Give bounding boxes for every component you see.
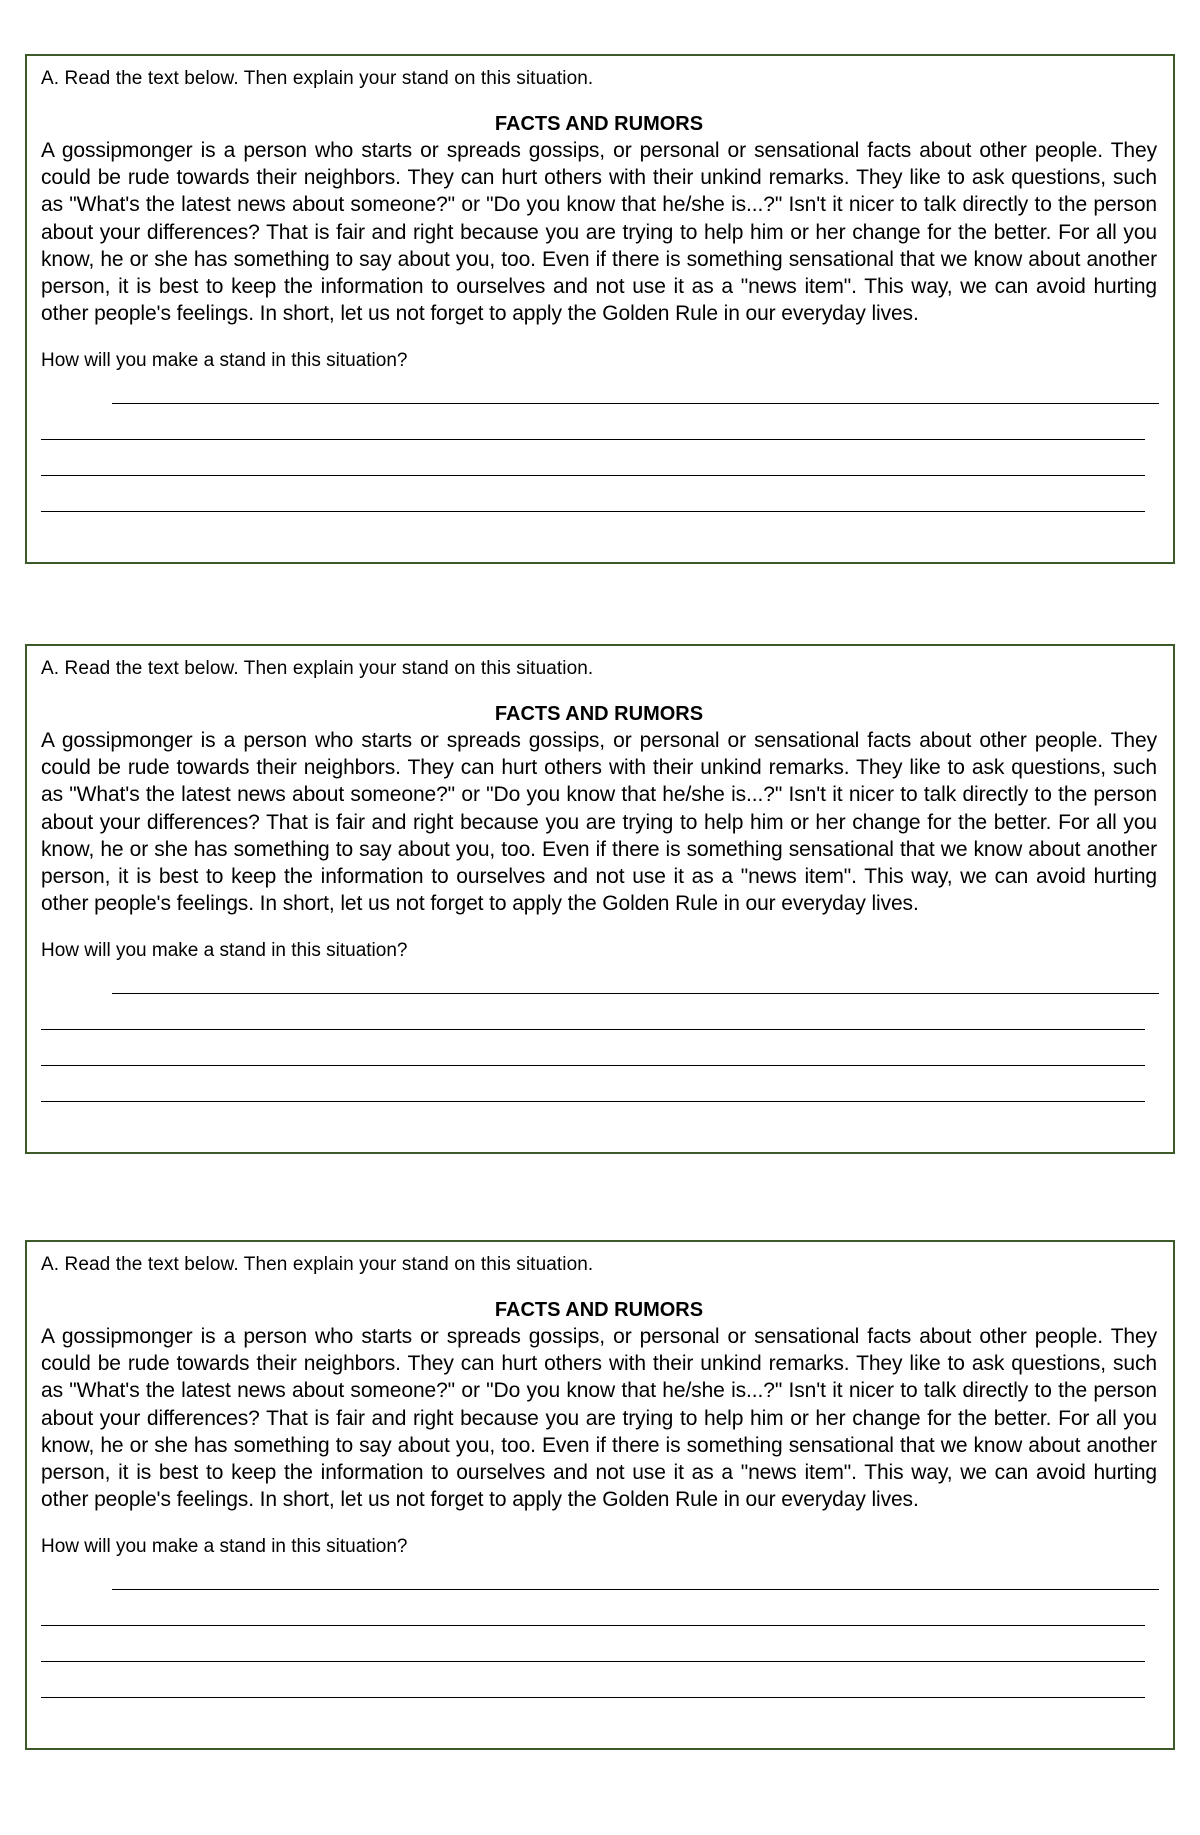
- answer-line[interactable]: [112, 380, 1159, 404]
- passage-text: A gossipmonger is a person who starts or spreads gossips, or personal or sensational facts about other people. They could be rude towards their neighbors. They can hurt others with their unkind remarks. They like to ask questions, such as "What's the latest news about someone?" or "Do you know that he/she is...?" Isn't it nicer to talk directly to the person about your differences? That is fair and right because you are trying to help him or her change for the better. For all you know, he or she has something to say about you, too. Even if there is something sensational that we know about another person, it is best to keep the information to ourselves and not use it as a "news item". This way, we can avoid hurting other people's feelings. In short, let us not forget to apply the Golden Rule in our everyday lives.: [41, 139, 1157, 326]
- question-text: How will you make a stand in this situation?: [41, 350, 408, 372]
- answer-line[interactable]: [112, 970, 1159, 994]
- question-text: How will you make a stand in this situation?: [41, 1536, 408, 1558]
- worksheet-2: [25, 644, 1175, 1154]
- answer-line[interactable]: [41, 1626, 1145, 1662]
- worksheet-3: [25, 1240, 1175, 1750]
- passage-title: FACTS AND RUMORS: [494, 703, 704, 725]
- answer-area[interactable]: [41, 1566, 1157, 1698]
- passage-text: A gossipmonger is a person who starts or spreads gossips, or personal or sensational facts about other people. They could be rude towards their neighbors. They can hurt others with their unkind remarks. They like to ask questions, such as "What's the latest news about someone?" or "Do you know that he/she is...?" Isn't it nicer to talk directly to the person about your differences? That is fair and right because you are trying to help him or her change for the better. For all you know, he or she has something to say about you, too. Even if there is something sensational that we know about another person, it is best to keep the information to ourselves and not use it as a "news item". This way, we can avoid hurting other people's feelings. In short, let us not forget to apply the Golden Rule in our everyday lives.: [41, 1325, 1157, 1512]
- passage-title: FACTS AND RUMORS: [494, 113, 704, 135]
- answer-line[interactable]: [41, 404, 1145, 440]
- answer-line[interactable]: [41, 1066, 1145, 1102]
- instruction-text: A. Read the text below. Then explain your stand on this situation.: [41, 658, 594, 679]
- answer-line[interactable]: [112, 1566, 1159, 1590]
- answer-line[interactable]: [41, 1030, 1145, 1066]
- answer-line[interactable]: [41, 994, 1145, 1030]
- answer-line[interactable]: [41, 476, 1145, 512]
- answer-area[interactable]: [41, 380, 1157, 512]
- instruction-text: A. Read the text below. Then explain your stand on this situation.: [41, 68, 594, 89]
- question-text: How will you make a stand in this situation?: [41, 940, 408, 962]
- answer-line[interactable]: [41, 1590, 1145, 1626]
- answer-area[interactable]: [41, 970, 1157, 1102]
- instruction-text: A. Read the text below. Then explain your stand on this situation.: [41, 1254, 594, 1275]
- worksheet-1: [25, 54, 1175, 564]
- passage-title: FACTS AND RUMORS: [494, 1299, 704, 1321]
- answer-line[interactable]: [41, 1662, 1145, 1698]
- answer-line[interactable]: [41, 440, 1145, 476]
- passage-text: A gossipmonger is a person who starts or spreads gossips, or personal or sensational facts about other people. They could be rude towards their neighbors. They can hurt others with their unkind remarks. They like to ask questions, such as "What's the latest news about someone?" or "Do you know that he/she is...?" Isn't it nicer to talk directly to the person about your differences? That is fair and right because you are trying to help him or her change for the better. For all you know, he or she has something to say about you, too. Even if there is something sensational that we know about another person, it is best to keep the information to ourselves and not use it as a "news item". This way, we can avoid hurting other people's feelings. In short, let us not forget to apply the Golden Rule in our everyday lives.: [41, 729, 1157, 916]
